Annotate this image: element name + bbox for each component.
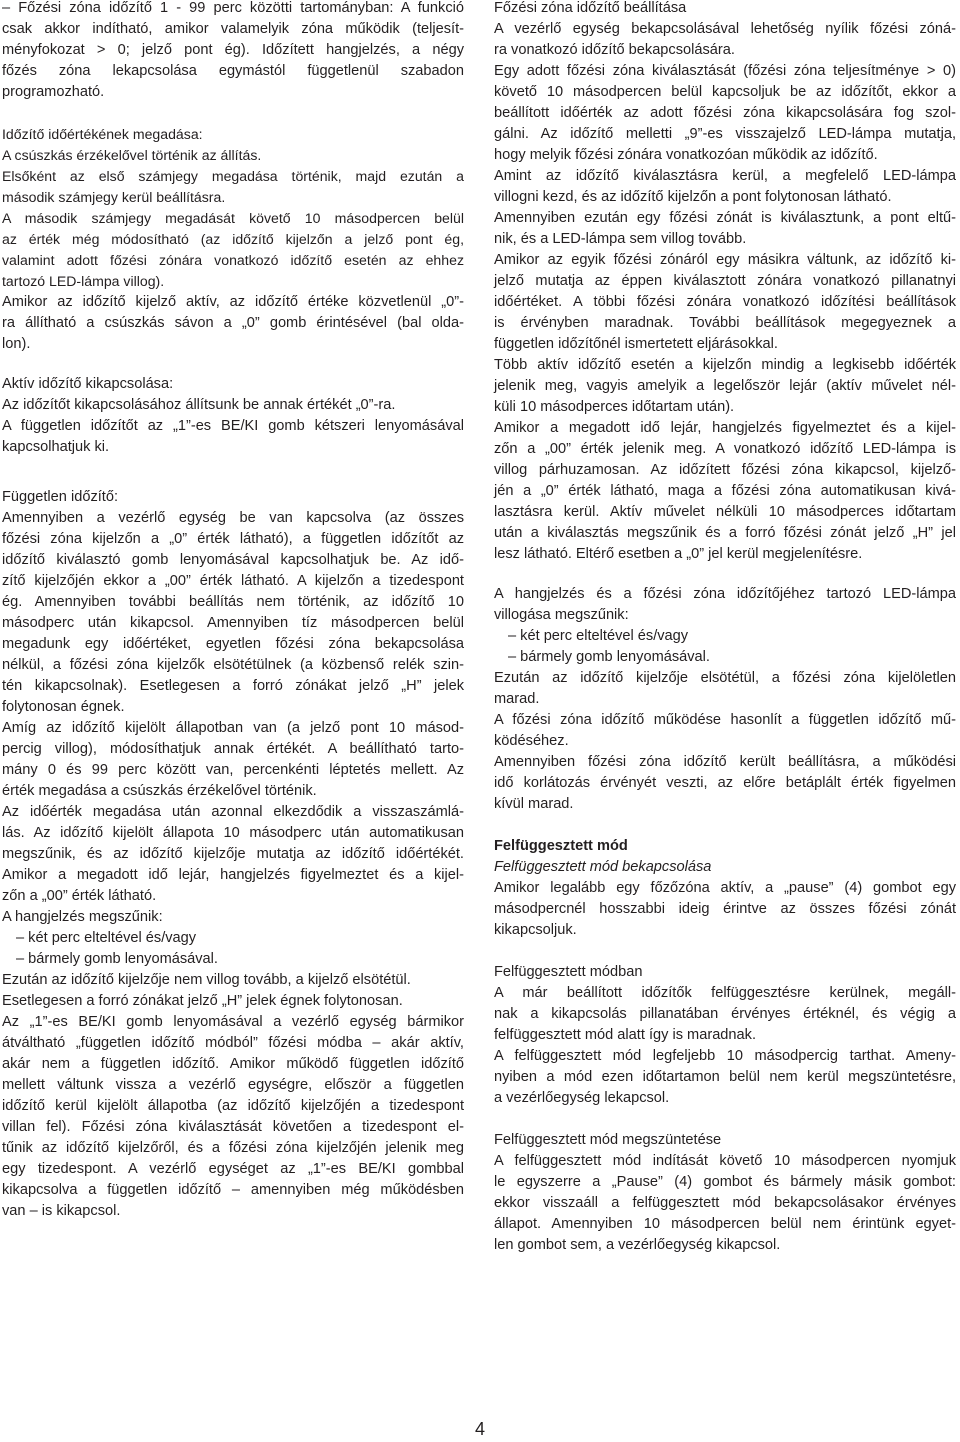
text-line: ményfokozat > 0; jelző pont ég). Időzített hangjelzés, a négy bbox=[2, 42, 464, 58]
text-line: gálni. Az időzítő melletti „9”-es visszajelző LED-lámpa mutatja, bbox=[494, 126, 956, 142]
text-line: mány 0 és 99 perc között van, percenkénti léptetés mellett. Az bbox=[2, 762, 464, 778]
text-line: megszűnik, és az időzítő kijelzője mutatja az időzítő időértékét. bbox=[2, 846, 464, 862]
text-line: A független időzítőt az „1”-es BE/KI gomb kétszeri lenyomásával bbox=[2, 418, 464, 434]
text-line: len gombot sem, a vezérlőegység kikapcsol. bbox=[494, 1237, 781, 1253]
text-line: villog párhuzamosan. Az időzített főzési zóna kikapcsol, kijelző- bbox=[494, 462, 956, 478]
text-line: Elsőként az első számjegy megadása történik, majd ezután a bbox=[2, 168, 464, 184]
text-line: második számjegy kerül beállításra. bbox=[2, 189, 226, 205]
text-line: Az időzítőt kikapcsolásához állítsunk be annak értékét „0”-ra. bbox=[2, 397, 396, 413]
text-line: A csúszkás érzékelővel történik az állítás. bbox=[2, 147, 262, 163]
text-line: időzítő kerül kijelölt állapotba (az időzítő kijelzőjén a tizedespont bbox=[2, 1098, 464, 1114]
text-line: Amíg az időzítő kijelölt állapotban van (a jelző pont 10 másod- bbox=[2, 720, 464, 736]
text-line: – bármely gomb lenyomásával. bbox=[508, 649, 710, 665]
text-line: Amikor legalább egy főzőzóna aktív, a „pause” (4) gombot egy bbox=[494, 880, 956, 896]
text-line: nélkül, a főzési zóna kijelzők elsötétülnek (a közbenső relék szin- bbox=[2, 657, 464, 673]
text-line: beállított időérték az adott főzési zóna kikapcsolására fog szol- bbox=[494, 105, 956, 121]
text-line: percig villog), módosíthatjuk annak értékét. A beállítható tarto- bbox=[2, 741, 464, 757]
text-line: főzés zóna lekapcsolása egymástól függetlenül szabadon bbox=[2, 63, 464, 79]
text-line: programozható. bbox=[2, 84, 105, 100]
text-line: marad. bbox=[494, 691, 540, 707]
text-line: is érvényben maradnak. További beállítások megegyeznek a bbox=[494, 315, 956, 331]
text-line: nyiben a mód ezen időtartamon belül nem kerül megszüntetésre, bbox=[494, 1069, 956, 1085]
text-line: Amint az időzítő kiválasztásra kerül, a megfelelő LED-lámpa bbox=[494, 168, 956, 184]
text-line: időzítő kiválasztó gomb lenyomásával kapcsolhatjuk be. Az idő- bbox=[2, 552, 464, 568]
text-line: után a kiválasztás megszűnik és a forró főzési zónát jelző „H” jel bbox=[494, 525, 956, 541]
text-line: Felfüggesztett módban bbox=[494, 964, 643, 980]
text-line: jelző mutatja az éppen kiválasztott zónára vonatkozó pillanatnyi bbox=[494, 273, 956, 289]
text-line: független időzítőnél ismertetett eljárásokkal. bbox=[494, 336, 778, 352]
text-line: idő korlátozás érvényét veszti, az előre betáplált érték figyelmen bbox=[494, 775, 956, 791]
text-line: Az „1”-es BE/KI gomb lenyomásával a vezérlő egység bármikor bbox=[2, 1014, 464, 1030]
text-line: tén kikapcsolnak). Esetlegesen a forró zónákat jelző „H” jelek bbox=[2, 678, 464, 694]
text-line: Időzítő időértékének megadása: bbox=[2, 126, 203, 142]
text-line: az érték még módosítható (az időzítő kijelzőn a jelző pont ég, bbox=[2, 231, 464, 247]
text-line: Az időérték megadása után azonnal elkezdődik a visszaszámlá- bbox=[2, 804, 464, 820]
text-line: ég. Amennyiben további beállítás nem történik, az időzítő 10 bbox=[2, 594, 464, 610]
text-line: jén a „0” érték látható, maga a főzési zóna automatikusan kivá- bbox=[494, 483, 956, 499]
text-line: zőn a „00” érték látható. bbox=[2, 888, 157, 904]
text-line: egy tizedespont. A vezérlő egységet az „1”-es BE/KI gombbal bbox=[2, 1161, 464, 1177]
text-line: Amennyiben a vezérlő egység be van kapcsolva (az összes bbox=[2, 510, 464, 526]
text-line: Egy adott főzési zóna kiválasztását (főzési zóna teljesítménye > 0) bbox=[494, 63, 956, 79]
text-line: – két perc elteltével és/vagy bbox=[508, 628, 689, 644]
text-line: tűnik az időzítő kijelzőről, és a főzési zóna kijelzőjén jelenik meg bbox=[2, 1140, 464, 1156]
text-line: villogni kezd, és az időzítő kijelzőn a pont folytonosan látható. bbox=[494, 189, 892, 205]
text-line: Ezután az időzítő kijelzője nem villog tovább, a kijelző elsötétül. bbox=[2, 972, 411, 988]
text-line: A felfüggesztett mód indítását követő 10 másodpercen nyomjuk bbox=[494, 1153, 956, 1169]
text-line: kapcsolhatjuk ki. bbox=[2, 439, 110, 455]
text-line: küli 10 másodperces időtartam után). bbox=[494, 399, 735, 415]
text-line: állapot. Amennyiben 10 másodpercen belül nem érintünk egyet- bbox=[494, 1216, 956, 1232]
text-line: kikapcsolva a független időzítő – amennyiben még működésben bbox=[2, 1182, 464, 1198]
text-line: Amennyiben főzési zóna időzítő került beállításra, a működési bbox=[494, 754, 956, 770]
text-line: – Főzési zóna időzítő 1 - 99 perc közötti tartományban: A funkció bbox=[2, 0, 464, 16]
text-line: a vezérlőegység lekapcsol. bbox=[494, 1090, 670, 1106]
text-line: nik, és a LED-lámpa sem villog tovább. bbox=[494, 231, 747, 247]
text-line: Amennyiben ezután egy főzési zónát is kiválasztunk, a pont eltű- bbox=[494, 210, 956, 226]
text-line: csak akkor indítható, amikor valamelyik zóna működik (teljesít- bbox=[2, 21, 464, 37]
text-line: lesz látható. Eltérő esetben a „0” jel kerül megjelenítésre. bbox=[494, 546, 863, 562]
text-line: nak a kikapcsolás pillanatában érvényes értéknél, és végig a bbox=[494, 1006, 956, 1022]
text-line: felfüggesztett mód alatt így is maradnak. bbox=[494, 1027, 757, 1043]
text-line: le egyszerre a „Pause” (4) gombot és bármely másik gombot: bbox=[494, 1174, 956, 1190]
text-line: A vezérlő egység bekapcsolásával lehetőség nyílik főzési zóná- bbox=[494, 21, 956, 37]
text-line: – két perc elteltével és/vagy bbox=[16, 930, 197, 946]
text-line: követő 10 másodpercen belül kapcsoljuk be az időzítőt, ekkor a bbox=[494, 84, 956, 100]
text-line: zítő kijelzőjén ekkor a „00” érték látható. A kijelzőn a tizedespont bbox=[2, 573, 464, 589]
text-line: Több aktív időzítő esetén a kijelzőn mindig a legkisebb időérték bbox=[494, 357, 956, 373]
text-line: folytonosan égnek. bbox=[2, 699, 125, 715]
text-line: Amikor a megadott idő lejár, hangjelzés figyelmeztet és a kijel- bbox=[494, 420, 956, 436]
text-line: kikapcsoljuk. bbox=[494, 922, 577, 938]
page-number: 4 bbox=[474, 1419, 485, 1439]
text-line: Esetlegesen a forró zónákat jelző „H” jelek égnek folytonosan. bbox=[2, 993, 403, 1009]
text-line: A már beállított időzítők felfüggesztésre kerülnek, megáll- bbox=[494, 985, 956, 1001]
text-line: Amikor az időzítő kijelző aktív, az időzítő értéke közvetlenül „0”- bbox=[2, 294, 464, 310]
text-line: kívül marad. bbox=[494, 796, 574, 812]
text-line: Felfüggesztett mód bekapcsolása bbox=[494, 859, 712, 875]
text-line: másodperc után kikapcsol. Amennyiben tíz másodpercen belül bbox=[2, 615, 464, 631]
text-line: tartozó LED-lámpa villog). bbox=[2, 273, 165, 289]
text-line: akár nem a független időzítő. Amikor működő független időzítő bbox=[2, 1056, 464, 1072]
text-line: Amikor a megadott idő lejár, hangjelzés figyelmeztet és a kijel- bbox=[2, 867, 464, 883]
text-line: Felfüggesztett mód bbox=[494, 838, 628, 854]
text-line: Független időzítő: bbox=[2, 489, 119, 505]
text-line: lasztásra kerül. Aktív művelet nélküli 10 másodperces időtartam bbox=[494, 504, 956, 520]
text-line: időértéket. A többi főzési zónára vonatkozó időzítési beállítások bbox=[494, 294, 956, 310]
text-line: főzési zóna kijelzőn a „0” érték látható), a független időzítőt az bbox=[2, 531, 464, 547]
text-line: zőn a „00” érték jelenik meg. A vonatkozó időzítő LED-lámpa is bbox=[494, 441, 956, 457]
text-line: villogása megszűnik: bbox=[494, 607, 629, 623]
text-line: – bármely gomb lenyomásával. bbox=[16, 951, 218, 967]
text-line: hogy melyik főzési zónára vonatkozóan működik az időzítő. bbox=[494, 147, 878, 163]
text-line: lás. Az időzítő kijelölt állapota 10 másodperc után automatikusan bbox=[2, 825, 464, 841]
text-line: A hangjelzés megszűnik: bbox=[2, 909, 163, 925]
text-line: ra vonatkozó időzítő bekapcsolására. bbox=[494, 42, 735, 58]
text-line: ekkor visszaáll a felfüggesztett mód bekapcsolásakor érvényes bbox=[494, 1195, 956, 1211]
text-line: Ezután az időzítő kijelzője elsötétül, a főzési zóna kijelöletlen bbox=[494, 670, 956, 686]
text-line: érték megadása a csúszkás érzékelővel történik. bbox=[2, 783, 317, 799]
text-line: átváltható „független időzítő módból” főzési módba – akár aktív, bbox=[2, 1035, 464, 1051]
text-line: másodpercnél hosszabbi ideig érintve az összes főzési zónát bbox=[494, 901, 956, 917]
text-line: Aktív időzítő kikapcsolása: bbox=[2, 376, 174, 392]
text-line: villan fel). Főzési zóna kiválasztását követően a tizedespont el- bbox=[2, 1119, 464, 1135]
text-line: van – is kikapcsol. bbox=[2, 1203, 121, 1219]
text-line: lon). bbox=[2, 336, 31, 352]
text-line: mellett váltunk vissza a vezérlő egységre, először a független bbox=[2, 1077, 464, 1093]
text-line: Amikor az egyik főzési zónáról egy másikra váltunk, az időzítő ki- bbox=[494, 252, 956, 268]
text-line: ködéséhez. bbox=[494, 733, 569, 749]
text-line: A felfüggesztett mód legfeljebb 10 másodpercig tarthat. Ameny- bbox=[494, 1048, 956, 1064]
text-line: megadunk egy időértéket, egyetlen főzési zóna bekapcsolása bbox=[2, 636, 464, 652]
text-line: A második számjegy megadását követő 10 másodpercen belül bbox=[2, 210, 464, 226]
text-line: jelenik meg, vagyis amelyik a legelőször lejár (aktív művelet nél- bbox=[494, 378, 956, 394]
text-line: A hangjelzés és a főzési zóna időzítőjéhez tartozó LED-lámpa bbox=[494, 586, 956, 602]
text-line: ra állítható a csúszkás sávon a „0” gomb érintésével (bal olda- bbox=[2, 315, 464, 331]
text-line: Főzési zóna időzítő beállítása bbox=[494, 0, 687, 16]
text-line: A főzési zóna időzítő működése hasonlít a független időzítő mű- bbox=[494, 712, 956, 728]
text-line: Felfüggesztett mód megszüntetése bbox=[494, 1132, 722, 1148]
text-line: valamint adott főzési zónára vonatkozó időzítő esetén az ehhez bbox=[2, 252, 464, 268]
